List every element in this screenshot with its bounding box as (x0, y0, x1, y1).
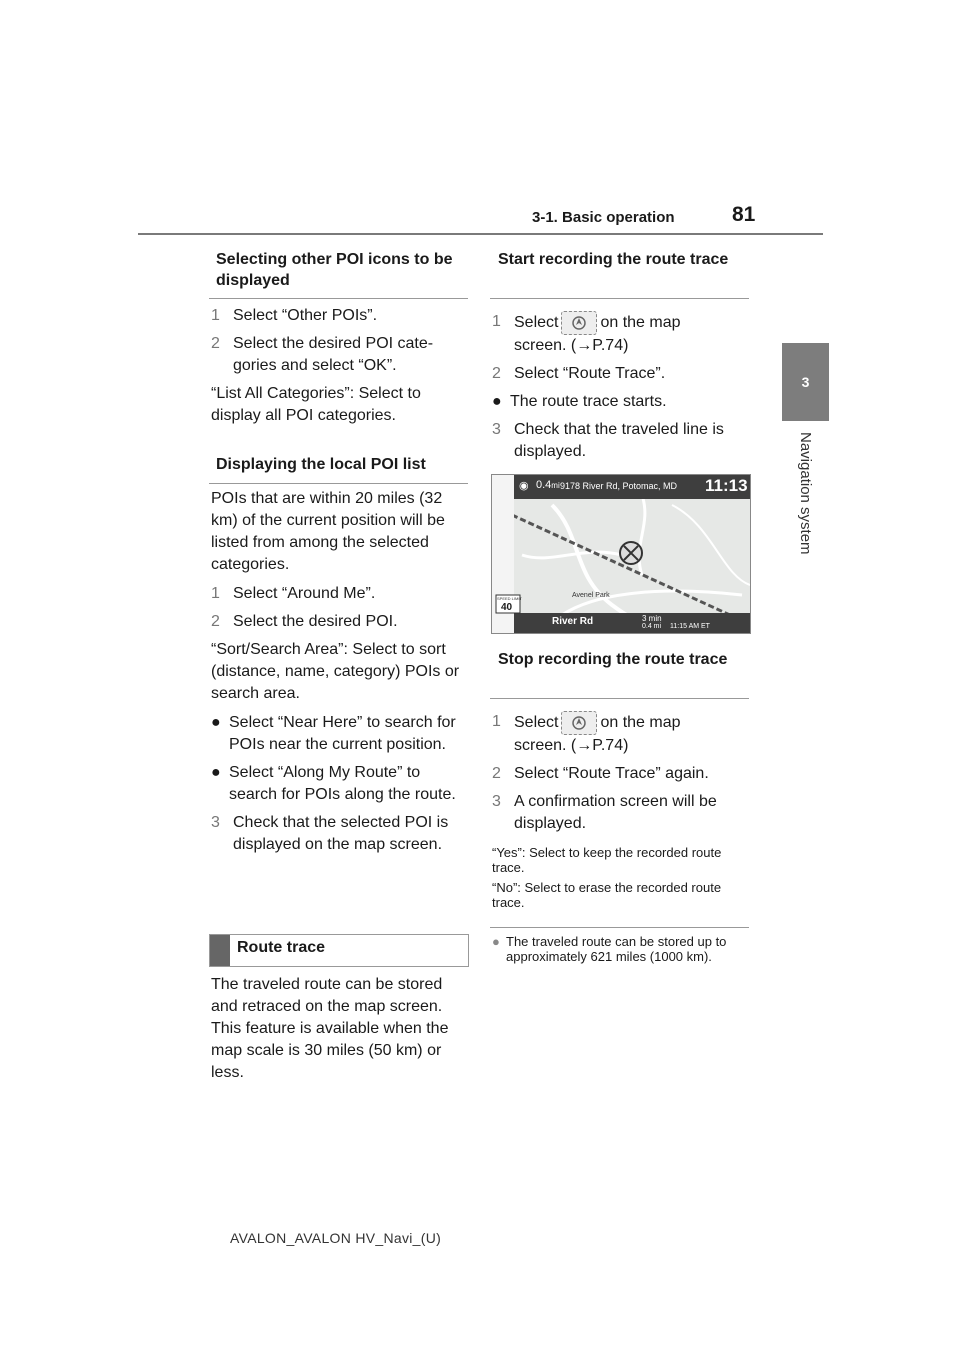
header-rule (138, 233, 823, 235)
note-list-all: “List All Categories”: Select to display all POI categories. (211, 385, 421, 424)
step-2: 2 Select “Route Trace” again. (492, 765, 709, 782)
step-2: 2 Select “Route Trace”. (492, 365, 666, 382)
tip-dot-icon: ● (492, 934, 500, 949)
map-park-label: Avenel Park (572, 592, 610, 599)
note-sort-search: “Sort/Search Area”: Select to sort (distance, name, category) POIs or search area. (211, 641, 460, 702)
route-trace-icon (561, 711, 597, 735)
arrow-icon: → (576, 737, 593, 754)
tip-note: ● The traveled route can be stored up to approximately 621 miles (1000 km). (492, 934, 727, 964)
step-3: 3 Check that the traveled line is displayed. (492, 421, 724, 460)
map-road-label: River Rd (552, 616, 594, 627)
map-clock: 11:13 (705, 476, 748, 495)
page-number: 81 (732, 203, 756, 226)
bullet-dot-icon: ● (492, 393, 502, 410)
chapter-title: Navigation system (797, 432, 814, 555)
bullet-near-here: ● Select “Near Here” to search for POIs near the current position. (211, 714, 456, 753)
right-column-bottom (492, 711, 750, 915)
step-1: 1 Select “Other POIs”. (211, 307, 378, 324)
section-heading-start-recording: Start recording the route trace (490, 249, 749, 299)
heading-bar (210, 935, 230, 966)
step-1: 1 Select on the map screen. (→P.74) (492, 313, 681, 354)
section-heading-other-poi: Selecting other POI icons to be displayed (209, 249, 468, 299)
bullet-dot-icon: ● (211, 714, 221, 731)
local-poi-intro: POIs that are within 20 miles (32 km) of the current position will be listed from among the selected categories. (211, 490, 445, 573)
section-title: 3-1. Basic operation (532, 209, 675, 226)
step-2: 2 Select the desired POI. (211, 613, 398, 630)
step-3: 3 Check that the selected POI is displayed on the map screen. (211, 814, 449, 853)
map-pin-icon: ◉ (519, 480, 529, 492)
step-1: 1 Select on the map screen. (→P.74) (492, 713, 681, 754)
map-graphic (492, 475, 750, 633)
map-eta-time: 3 min (642, 614, 662, 623)
left-column-top (211, 305, 469, 434)
map-address: 9178 River Rd, Potomac, MD (560, 481, 678, 491)
section-heading-local-poi: Displaying the local POI list (209, 451, 468, 484)
bullet-route-trace-starts: ● The route trace starts. (492, 391, 750, 413)
right-column-top (492, 311, 750, 469)
section-heading-stop-recording: Stop recording the route trace (490, 649, 749, 699)
note-no: “No”: Select to erase the recorded route trace. (492, 880, 722, 910)
route-trace-text: The traveled route can be stored and retraced on the map screen. This feature is available when the map scale is 30 miles (50 km) or less. (211, 976, 449, 1081)
note-yes: “Yes”: Select to keep the recorded route trace. (492, 845, 722, 875)
step-2: 2 Select the desired POI cate- gories and select “OK”. (211, 335, 434, 374)
bullet-dot-icon: ● (211, 764, 221, 781)
left-column-middle (211, 488, 469, 862)
step-3: 3 A confirmation screen will be displayed. (492, 793, 717, 832)
chapter-tab: 3 (782, 343, 829, 421)
map-screenshot (491, 474, 751, 634)
footer-doc-id: AVALON_AVALON HV_Navi_(U) (230, 1230, 442, 1246)
note-rule (490, 927, 749, 928)
step-1: 1 Select “Around Me”. (211, 585, 376, 602)
section-heading-route-trace: Route trace (209, 934, 469, 967)
map-eta-clock: 11:15 AM ET (670, 623, 710, 630)
map-distance: 0.4mi (536, 479, 560, 491)
arrow-icon: → (576, 337, 593, 354)
route-trace-icon (561, 311, 597, 335)
map-eta-dist: 0.4 mi (642, 623, 662, 630)
speed-limit-caption: SPEED LIMIT (497, 596, 522, 601)
speed-limit-value: 40 (501, 602, 513, 613)
bullet-along-route: ● Select “Along My Route” to search for POIs along the route. (211, 764, 456, 803)
